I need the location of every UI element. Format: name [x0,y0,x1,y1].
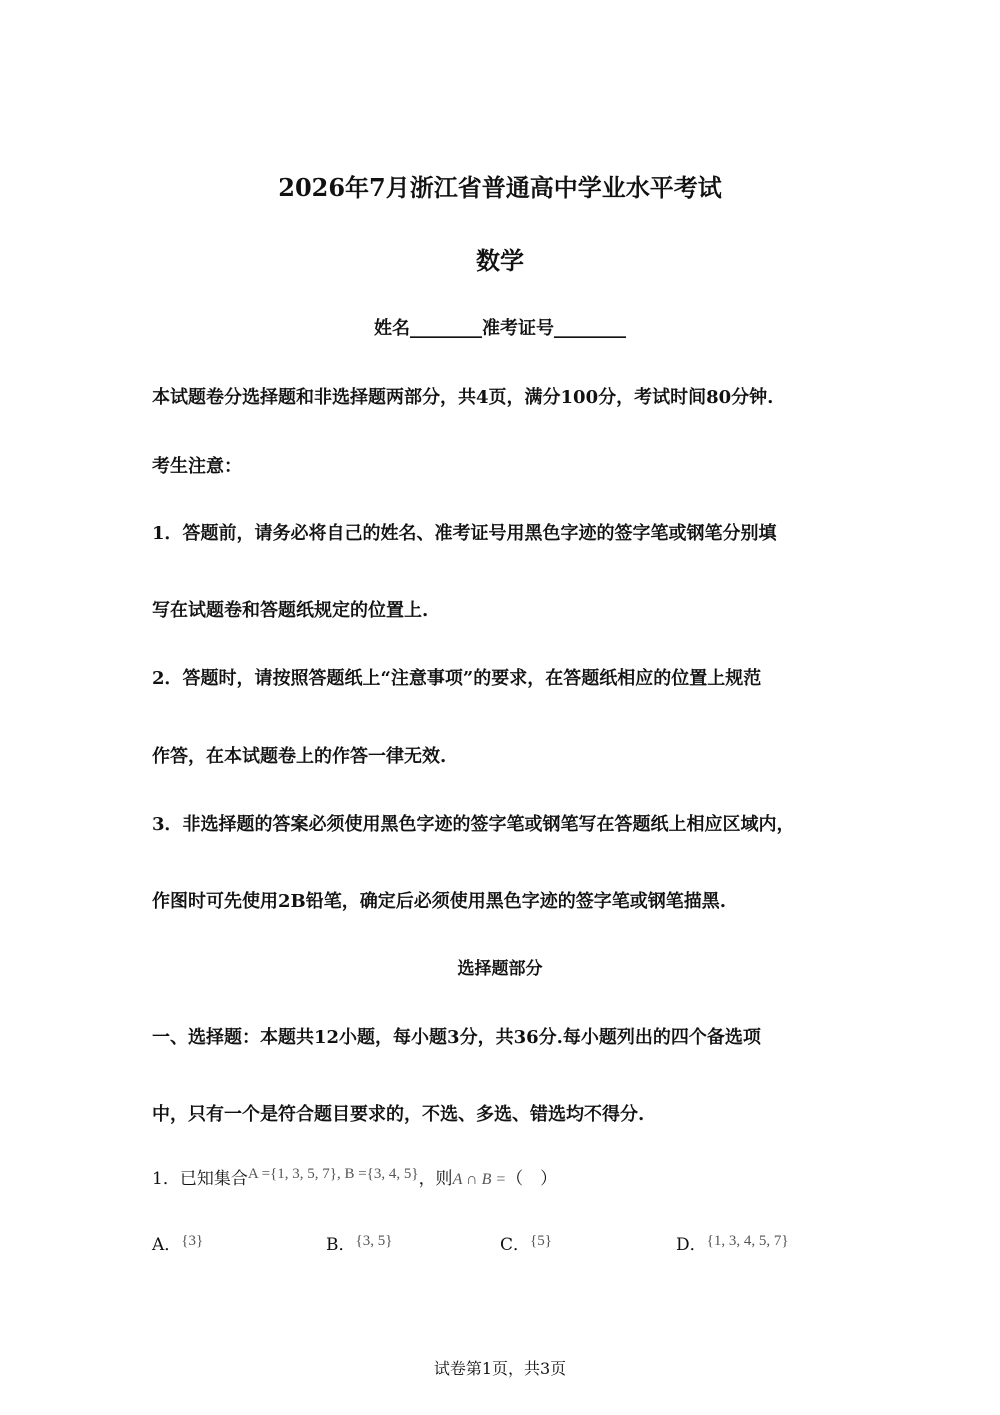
exam-subject: 数学 [476,246,524,275]
question-1-suffix: （ ） [506,1169,558,1189]
option-a [152,1230,203,1255]
notice-heading: 考生注意： [152,456,242,477]
section-title: 选择题部分 [457,959,543,979]
option-b-label: B． [326,1235,356,1255]
note-line-4: 作答，在本试题卷上的作答一律无效. [152,746,447,767]
note-line-2: 写在试题卷和答题纸规定的位置上. [152,600,429,621]
question-1-mid: ，则 [418,1169,453,1189]
question-1-sets: A ={1, 3, 5, 7}, B ={3, 4, 5} [247,1166,419,1182]
page-footer: 试卷第1页，共3页 [433,1359,567,1378]
option-b [326,1230,392,1255]
exam-intro: 本试题卷分选择题和非选择题两部分，共4页，满分100分，考试时间80分钟. [152,387,774,408]
note-line-1: 1．答题前，请务必将自己的姓名、准考证号用黑色字迹的签字笔或钢笔分别填 [152,523,777,544]
note-line-3: 2．答题时，请按照答题纸上“注意事项”的要求，在答题纸相应的位置上规范 [152,668,762,689]
option-c-label: C． [500,1235,531,1255]
option-d [676,1230,789,1255]
part1-instructions-1: 一、选择题：本题共12小题，每小题3分，共36分.每小题列出的四个备选项 [152,1027,761,1048]
question-1-expr: A ∩ B = [452,1171,507,1188]
option-c-value: {5} [530,1233,552,1249]
name-id-line: 姓名________准考证号________ [374,318,626,339]
note-line-6: 作图时可先使用2B铅笔，确定后必须使用黑色字迹的签字笔或钢笔描黑. [152,891,727,912]
question-1 [152,1164,557,1189]
note-line-5: 3．非选择题的答案必须使用黑色字迹的签字笔或钢笔写在答题纸上相应区域内， [152,814,795,835]
option-d-value: {1, 3, 4, 5, 7} [706,1233,789,1249]
question-1-prefix: 1．已知集合 [152,1169,248,1189]
option-a-label: A． [152,1235,182,1255]
option-d-label: D． [676,1235,707,1255]
part1-instructions-2: 中，只有一个是符合题目要求的，不选、多选、错选均不得分. [152,1104,645,1125]
option-c [500,1230,552,1255]
exam-title: 2026年7月浙江省普通高中学业水平考试 [278,173,722,202]
option-a-value: {3} [181,1233,204,1249]
option-b-value: {3, 5} [355,1233,393,1249]
